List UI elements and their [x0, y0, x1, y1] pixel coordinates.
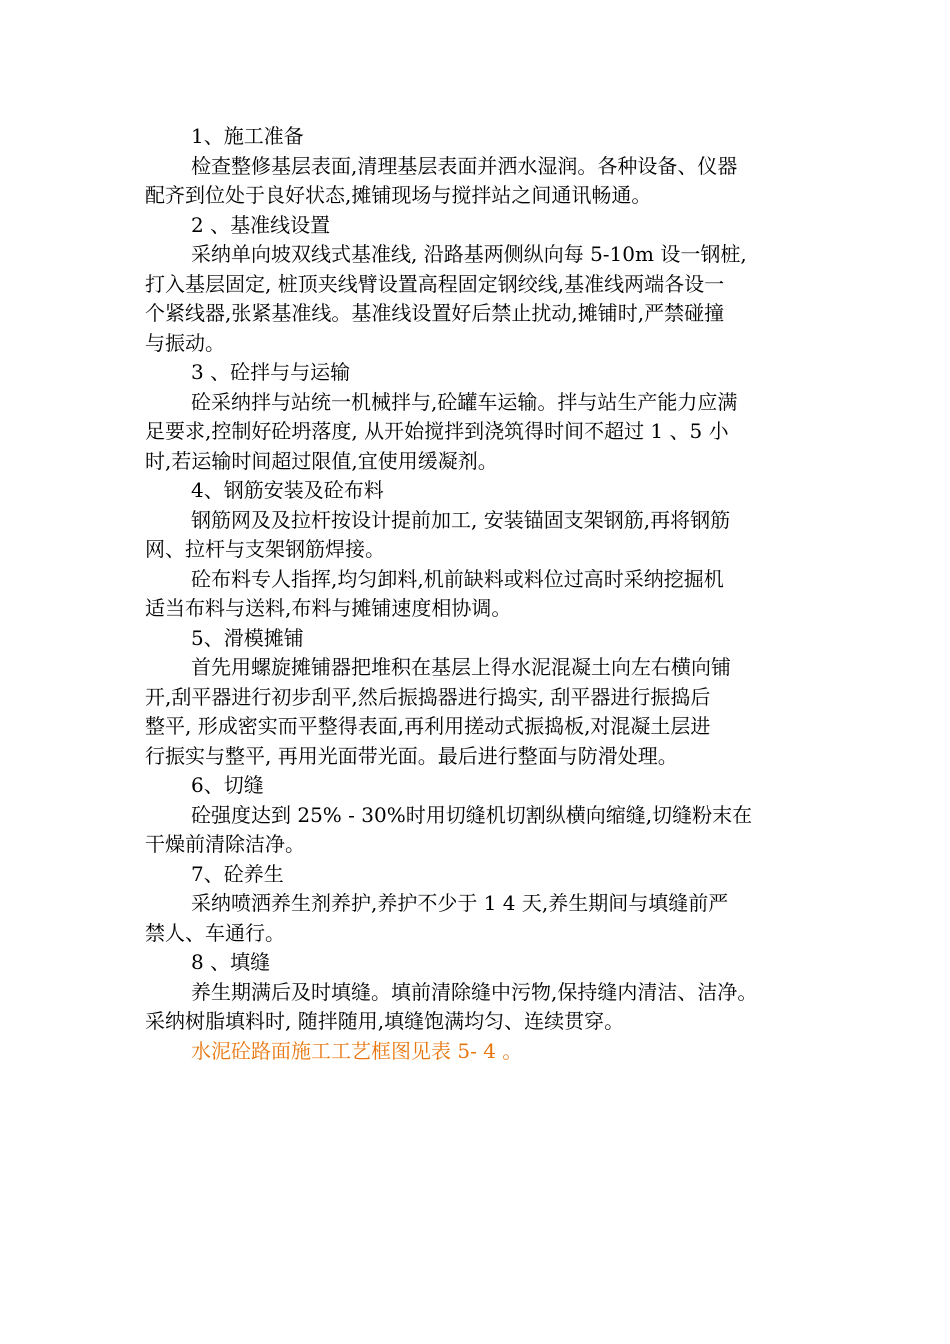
paragraph-line: 足要求,控制好砼坍落度, 从开始搅拌到浇筑得时间不超过 1 、5 小 [145, 419, 729, 443]
paragraph-line: 个紧线器,张紧基准线。基准线设置好后禁止扰动,摊铺时,严禁碰撞 [145, 301, 725, 325]
paragraph-line: 禁人、车通行。 [145, 920, 285, 945]
paragraph-line: 砼采纳拌与站统一机械拌与,砼罐车运输。拌与站生产能力应满 [191, 389, 738, 414]
section-heading-2: 2 、基准线设置 [191, 212, 331, 237]
section-heading-5: 5、滑模摊铺 [191, 625, 304, 650]
document-body [145, 122, 825, 1066]
section-heading-8: 8 、填缝 [191, 950, 271, 974]
paragraph-line: 砼强度达到 25% - 30%时用切缝机切割纵横向缩缝,切缝粉末在 [191, 802, 753, 827]
paragraph-line: 检查整修基层表面,清理基层表面并洒水湿润。各种设备、仪器 [191, 153, 738, 178]
paragraph-line: 采纳单向坡双线式基准线, 沿路基两侧纵向每 5-10m 设一钢桩, [191, 242, 747, 266]
paragraph-line: 钢筋网及及拉杆按设计提前加工, 安装锚固支架钢筋,再将钢筋 [191, 507, 731, 532]
section-heading-7: 7、砼养生 [191, 861, 284, 886]
paragraph-line: 养生期满后及时填缝。填前清除缝中污物,保持缝内清洁、洁净。 [191, 979, 758, 1004]
section-heading-6: 6、切缝 [191, 773, 264, 797]
paragraph-line: 打入基层固定, 桩顶夹线臂设置高程固定钢绞线,基准线两端各设一 [145, 271, 725, 296]
paragraph-line: 适当布料与送料,布料与摊铺速度相协调。 [145, 596, 512, 620]
paragraph-line: 与振动。 [145, 330, 225, 355]
section-heading-3: 3 、砼拌与与运输 [191, 360, 351, 384]
paragraph-line: 干燥前清除洁净。 [145, 832, 305, 856]
figure-reference-note: 水泥砼路面施工工艺框图见表 5- 4 。 [191, 1038, 523, 1063]
paragraph-line: 开,刮平器进行初步刮平,然后振捣器进行捣实, 刮平器进行振捣后 [145, 684, 711, 709]
section-heading-1: 1、施工准备 [191, 124, 304, 148]
paragraph-line: 采纳喷洒养生剂养护,养护不少于 1 4 天,养生期间与填缝前严 [191, 891, 729, 915]
paragraph-line: 网、拉杆与支架钢筋焊接。 [145, 537, 385, 561]
paragraph-line: 采纳树脂填料时, 随拌随用,填缝饱满均匀、连续贯穿。 [145, 1009, 625, 1033]
paragraph-line: 砼布料专人指挥,均匀卸料,机前缺料或料位过高时采纳挖掘机 [191, 566, 724, 591]
paragraph-line: 时,若运输时间超过限值,宜使用缓凝剂。 [145, 448, 498, 473]
paragraph-line: 配齐到位处于良好状态,摊铺现场与搅拌站之间通讯畅通。 [145, 183, 652, 207]
section-heading-4: 4、钢筋安装及砼布料 [191, 478, 384, 502]
paragraph-line: 首先用螺旋摊铺器把堆积在基层上得水泥混凝土向左右横向铺 [191, 655, 731, 679]
paragraph-line: 整平, 形成密实而平整得表面,再利用搓动式振捣板,对混凝土层进 [145, 714, 711, 738]
paragraph-line: 行振实与整平, 再用光面带光面。最后进行整面与防滑处理。 [145, 743, 678, 768]
